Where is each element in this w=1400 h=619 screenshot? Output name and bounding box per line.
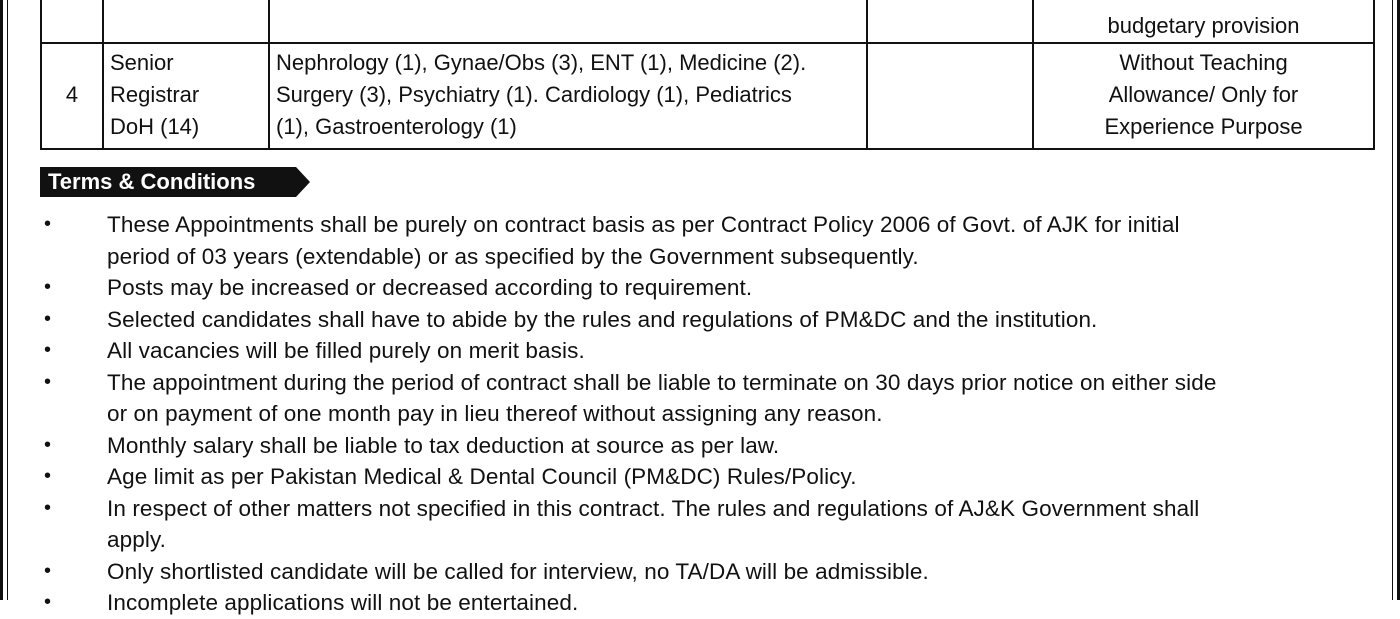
bullet-icon: • xyxy=(44,307,52,330)
terms-heading: Terms & Conditions xyxy=(40,167,296,197)
terms-item-line: apply. xyxy=(107,527,166,552)
remarks-line: Allowance/ Only for xyxy=(1108,82,1299,107)
terms-item xyxy=(40,493,1385,556)
table-row-previous xyxy=(41,0,1374,43)
table-row-4 xyxy=(41,43,1374,149)
terms-item-line: In respect of other matters not specified in this contract. The rules and regulations of AJ&K Government shall xyxy=(107,495,1200,521)
bullet-icon: • xyxy=(44,370,52,393)
terms-item-line: Monthly salary shall be liable to tax deduction at source as per law. xyxy=(107,432,780,458)
cell-departments xyxy=(269,0,867,43)
terms-item xyxy=(40,587,1385,619)
terms-item xyxy=(40,209,1385,272)
remarks-line: Experience Purpose xyxy=(1104,114,1303,139)
terms-item xyxy=(40,556,1385,588)
page-border-right-inner xyxy=(1392,0,1393,600)
cell-remarks xyxy=(1033,43,1374,149)
terms-item-line: These Appointments shall be purely on contract basis as per Contract Policy 2006 of Govt. of AJK for initial xyxy=(107,212,1180,237)
terms-item xyxy=(40,304,1385,336)
terms-item-line: period of 03 years (extendable) or as specified by the Government subsequently. xyxy=(107,243,919,269)
bullet-icon: • xyxy=(44,213,52,235)
page-border-left xyxy=(0,0,3,600)
terms-item-line: Age limit as per Pakistan Medical & Dental Council (PM&DC) Rules/Policy. xyxy=(107,464,857,489)
post-line: Registrar xyxy=(110,82,200,107)
terms-item xyxy=(40,272,1385,304)
cell-post xyxy=(103,0,269,43)
cell-no: 4 xyxy=(41,43,103,149)
terms-item-line: Incomplete applications will not be entertained. xyxy=(107,590,579,615)
bullet-icon: • xyxy=(44,559,52,582)
post-line: DoH (14) xyxy=(110,114,200,139)
terms-item-line: Posts may be increased or decreased according to requirement. xyxy=(107,275,753,300)
departments-line: Surgery (3), Psychiatry (1). Cardiology (1), Pediatrics xyxy=(276,82,792,107)
bullet-icon: • xyxy=(44,591,52,613)
bullet-icon: • xyxy=(44,339,52,361)
remarks-text: budgetary provision xyxy=(1107,13,1300,38)
posts-table xyxy=(40,0,1375,150)
cell-blank xyxy=(867,43,1033,149)
terms-list xyxy=(40,209,1385,619)
cell-remarks xyxy=(1033,0,1374,43)
page-border-left-inner xyxy=(7,0,8,600)
terms-item-line: Only shortlisted candidate will be called for interview, no TA/DA will be admissible. xyxy=(107,558,929,584)
cell-blank xyxy=(867,0,1033,43)
terms-item-line: Selected candidates shall have to abide by the rules and regulations of PM&DC and the institution. xyxy=(107,306,1098,332)
departments-line: Nephrology (1), Gynae/Obs (3), ENT (1), Medicine (2). xyxy=(276,50,807,75)
cell-no xyxy=(41,0,103,43)
post-line: Senior xyxy=(110,50,174,75)
terms-item xyxy=(40,461,1385,493)
terms-item-line: All vacancies will be filled purely on merit basis. xyxy=(107,338,585,363)
bullet-icon: • xyxy=(44,496,52,519)
terms-item xyxy=(40,430,1385,462)
terms-item-line: or on payment of one month pay in lieu thereof without assigning any reason. xyxy=(107,401,883,426)
departments-line: (1), Gastroenterology (1) xyxy=(276,114,517,139)
bullet-icon: • xyxy=(44,433,52,456)
terms-item xyxy=(40,335,1385,367)
terms-item xyxy=(40,367,1385,430)
bullet-icon: • xyxy=(44,276,52,298)
cell-departments xyxy=(269,43,867,149)
cell-post xyxy=(103,43,269,149)
terms-item-line: The appointment during the period of contract shall be liable to terminate on 30 days prior notice on either side xyxy=(107,369,1217,395)
bullet-icon: • xyxy=(44,465,52,487)
remarks-line: Without Teaching xyxy=(1119,50,1288,75)
